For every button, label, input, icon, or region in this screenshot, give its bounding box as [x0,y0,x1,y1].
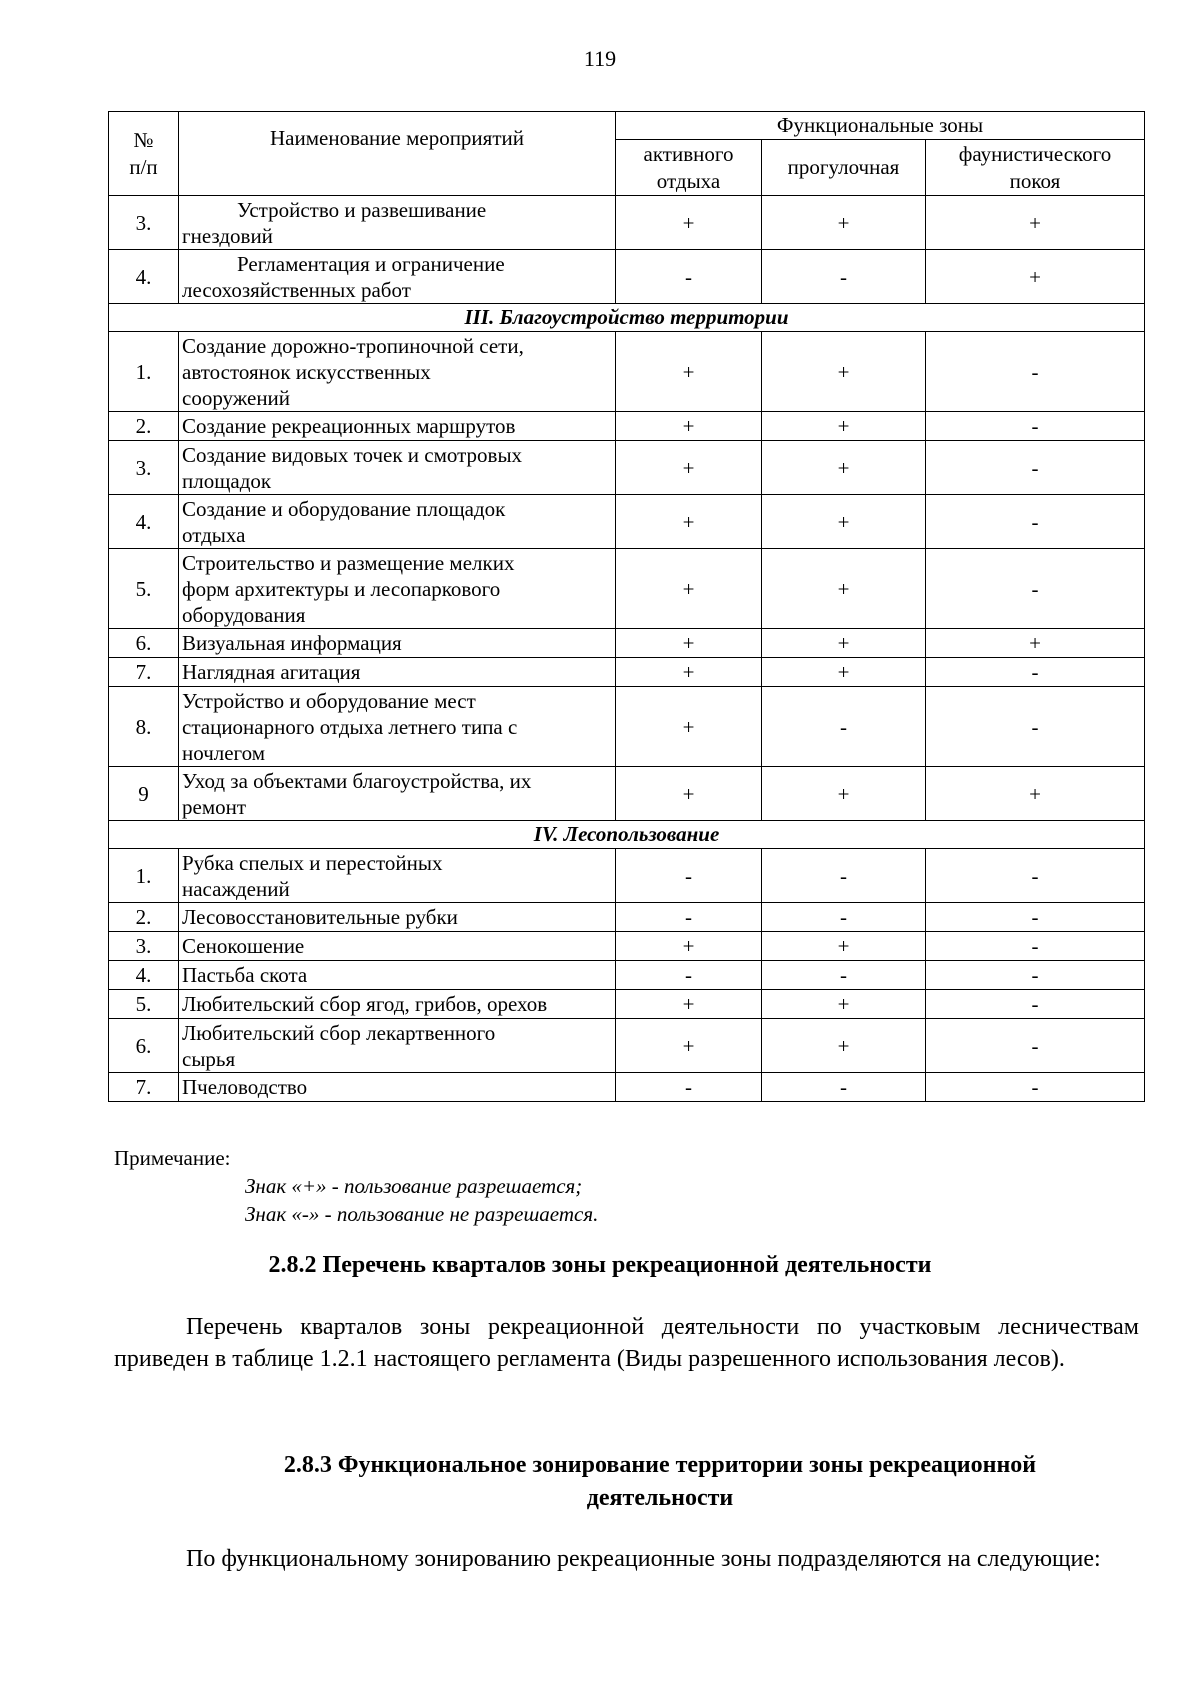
row-name: Регламентация и ограничение лесохозяйственных работ [179,250,616,304]
row-name: Лесовосстановительные рубки [179,903,616,932]
paragraph-2-8-2: Перечень кварталов зоны рекреационной деятельности по участковым лесничествам приведен в таблице 1.2.1 настоящего регламента (Виды разрешенного использования лесов). [114,1314,1139,1372]
mark-walk-zone: + [762,332,926,412]
header-zone-walk: прогулочная [762,140,926,196]
mark-fauna-zone: - [926,332,1145,412]
row-name: Визуальная информация [179,629,616,658]
header-zones-title: Функциональные зоны [616,112,1145,140]
mark-active-zone: - [616,250,762,304]
mark-walk-zone: - [762,250,926,304]
table-row [109,549,1145,629]
row-name: Сенокошение [179,932,616,961]
mark-walk-zone: - [762,849,926,903]
row-number: 7. [109,1073,179,1102]
table-row [109,961,1145,990]
mark-fauna-zone: - [926,687,1145,767]
mark-fauna-zone: + [926,196,1145,250]
mark-walk-zone: - [762,1073,926,1102]
row-name: Пастьба скота [179,961,616,990]
row-number: 8. [109,687,179,767]
rows-top [109,196,1145,304]
row-name: Создание видовых точек и смотровых площадок [179,441,616,495]
mark-fauna-zone: + [926,767,1145,821]
mark-walk-zone: + [762,549,926,629]
row-number: 3. [109,932,179,961]
rows-section-4 [109,849,1145,1102]
mark-active-zone: + [616,549,762,629]
row-number: 3. [109,441,179,495]
measures-table [108,111,1145,1102]
row-name: Наглядная агитация [179,658,616,687]
row-name: Создание дорожно-тропиночной сети, автостоянок искусственных сооружений [179,332,616,412]
mark-active-zone: + [616,990,762,1019]
table-row [109,932,1145,961]
row-name: Любительский сбор ягод, грибов, орехов [179,990,616,1019]
table-row [109,1073,1145,1102]
mark-active-zone: + [616,412,762,441]
mark-fauna-zone: - [926,932,1145,961]
row-name: Рубка спелых и перестойных насаждений [179,849,616,903]
row-name: Любительский сбор лекартвенного сырья [179,1019,616,1073]
mark-active-zone: + [616,658,762,687]
mark-active-zone: + [616,332,762,412]
header-num: № п/п [109,112,179,196]
header-name: Наименование мероприятий [179,112,616,196]
mark-active-zone: - [616,961,762,990]
mark-fauna-zone: - [926,658,1145,687]
mark-fauna-zone: - [926,990,1145,1019]
row-number: 7. [109,658,179,687]
row-name: Уход за объектами благоустройства, их ремонт [179,767,616,821]
table-row [109,250,1145,304]
mark-walk-zone: + [762,932,926,961]
note-label: Примечание: [114,1146,231,1170]
row-number: 3. [109,196,179,250]
row-number: 5. [109,549,179,629]
mark-active-zone: + [616,629,762,658]
table-row [109,1019,1145,1073]
mark-fauna-zone: - [926,495,1145,549]
note-line-allowed: Знак «+» - пользование разрешается; [245,1174,583,1198]
mark-active-zone: + [616,495,762,549]
header-zone-fauna: фаунистического покоя [926,140,1145,196]
table-row [109,658,1145,687]
mark-walk-zone: - [762,903,926,932]
row-name: Устройство и оборудование мест стационарного отдыха летнего типа с ночлегом [179,687,616,767]
paragraph-2-8-3: По функциональному зонированию рекреационные зоны подразделяются на следующие: [186,1546,1101,1572]
mark-walk-zone: + [762,412,926,441]
mark-active-zone: + [616,1019,762,1073]
mark-walk-zone: + [762,990,926,1019]
mark-walk-zone: - [762,687,926,767]
mark-walk-zone: + [762,1019,926,1073]
row-name: Пчеловодство [179,1073,616,1102]
mark-active-zone: + [616,767,762,821]
mark-active-zone: + [616,441,762,495]
mark-fauna-zone: - [926,903,1145,932]
table-row [109,441,1145,495]
table-row [109,495,1145,549]
rows-section-3 [109,332,1145,821]
mark-fauna-zone: + [926,250,1145,304]
mark-fauna-zone: - [926,849,1145,903]
row-number: 6. [109,1019,179,1073]
row-number: 1. [109,332,179,412]
mark-active-zone: + [616,196,762,250]
row-name: Строительство и размещение мелких форм архитектуры и лесопаркового оборудования [179,549,616,629]
mark-fauna-zone: - [926,441,1145,495]
mark-fauna-zone: - [926,1073,1145,1102]
mark-fauna-zone: + [926,629,1145,658]
heading-2-8-3: 2.8.3 Функциональное зонирование территории зоны рекреационной деятельности [283,1452,1037,1511]
mark-fauna-zone: - [926,412,1145,441]
heading-2-8-2: 2.8.2 Перечень кварталов зоны рекреационной деятельности [268,1252,932,1278]
section-heading-4: IV. Лесопользование [109,821,1145,849]
row-number: 6. [109,629,179,658]
page-number: 119 [583,46,617,71]
mark-active-zone: + [616,932,762,961]
row-number: 2. [109,903,179,932]
table-row [109,412,1145,441]
mark-walk-zone: + [762,441,926,495]
row-name: Создание рекреационных маршрутов [179,412,616,441]
table-row [109,687,1145,767]
mark-fauna-zone: - [926,1019,1145,1073]
section-heading-3: III. Благоустройство территории [109,304,1145,332]
mark-active-zone: - [616,849,762,903]
header-zone-active: активного отдыха [616,140,762,196]
row-name: Устройство и развешивание гнездовий [179,196,616,250]
row-number: 4. [109,961,179,990]
row-number: 2. [109,412,179,441]
table-row [109,629,1145,658]
mark-active-zone: + [616,687,762,767]
row-number: 1. [109,849,179,903]
table-row [109,196,1145,250]
row-name: Создание и оборудование площадок отдыха [179,495,616,549]
table-row [109,903,1145,932]
row-number: 5. [109,990,179,1019]
table-row [109,767,1145,821]
row-number: 9 [109,767,179,821]
table-row [109,990,1145,1019]
note-line-forbidden: Знак «-» - пользование не разрешается. [245,1202,599,1226]
mark-fauna-zone: - [926,549,1145,629]
mark-fauna-zone: - [926,961,1145,990]
mark-walk-zone: + [762,495,926,549]
row-number: 4. [109,495,179,549]
mark-walk-zone: + [762,196,926,250]
mark-walk-zone: - [762,961,926,990]
mark-active-zone: - [616,903,762,932]
mark-walk-zone: + [762,629,926,658]
mark-active-zone: - [616,1073,762,1102]
row-number: 4. [109,250,179,304]
table-row [109,332,1145,412]
table-row [109,849,1145,903]
mark-walk-zone: + [762,658,926,687]
mark-walk-zone: + [762,767,926,821]
